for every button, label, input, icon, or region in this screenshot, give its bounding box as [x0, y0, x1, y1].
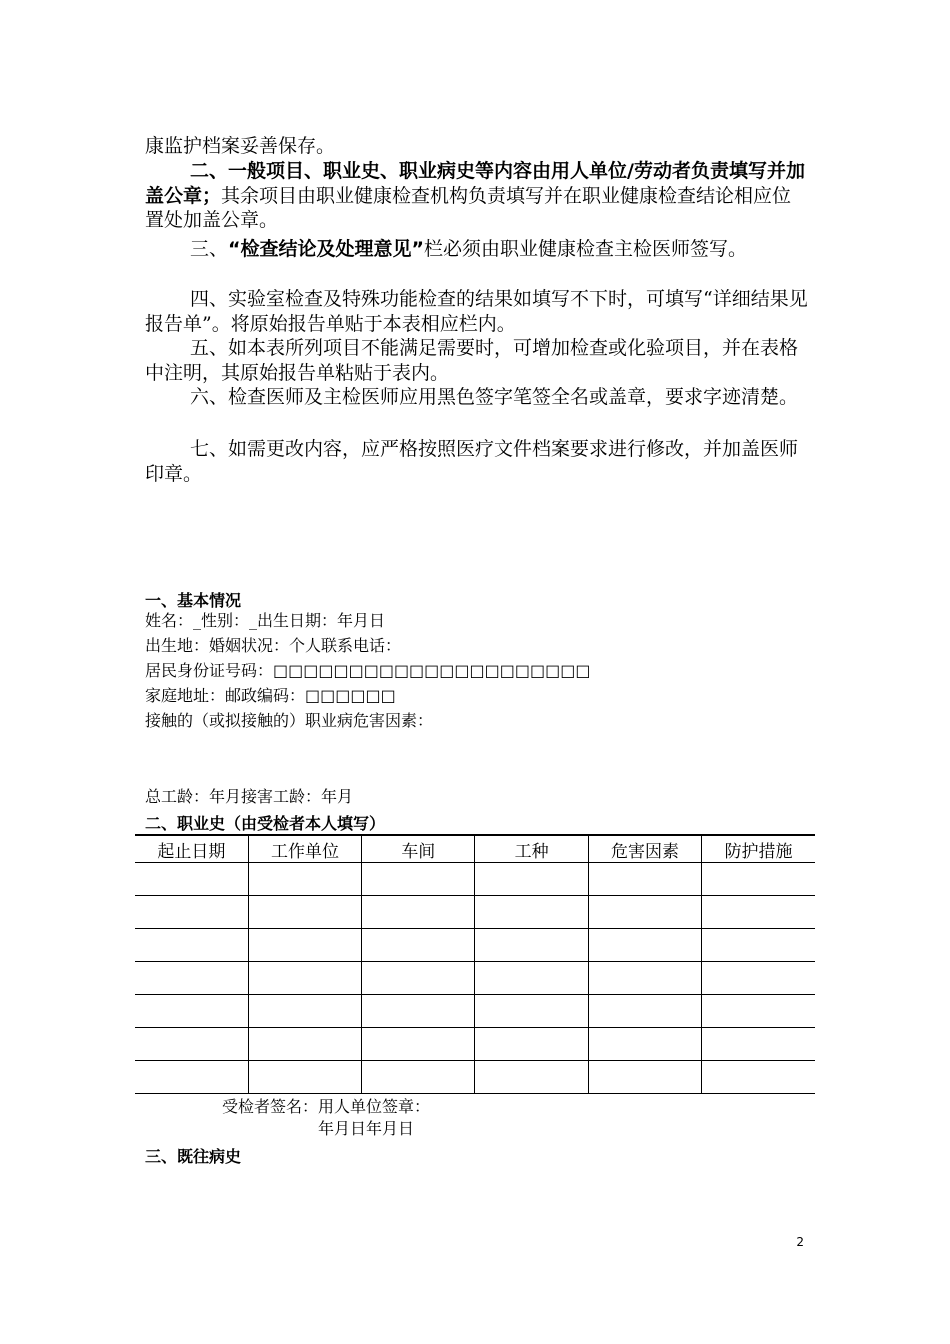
- table-cell[interactable]: [702, 1028, 815, 1061]
- instruction-item-5: 五、如本表所列项目不能满足需要时，可增加检查或化验项目，并在表格中注明，其原始报告单粘贴于表内。: [145, 337, 799, 384]
- table-cell[interactable]: [475, 1061, 588, 1094]
- table-cell[interactable]: [475, 995, 588, 1028]
- table-cell[interactable]: [362, 962, 475, 995]
- section-past-history-heading: 三、既往病史: [145, 1147, 242, 1166]
- table-cell[interactable]: [588, 896, 701, 929]
- table-cell[interactable]: [362, 995, 475, 1028]
- instruction-item-3-bold: “检查结论及处理意见”: [228, 238, 424, 260]
- table-cell[interactable]: [135, 863, 248, 896]
- table-cell[interactable]: [588, 995, 701, 1028]
- page-number: 2: [796, 1235, 804, 1249]
- table-cell[interactable]: [362, 896, 475, 929]
- table-cell[interactable]: [248, 863, 361, 896]
- field-seniority-line: 总工龄：年月接害工龄：年月: [145, 787, 354, 806]
- occupational-history-table: [135, 834, 815, 1094]
- table-cell[interactable]: [248, 896, 361, 929]
- table-cell[interactable]: [475, 863, 588, 896]
- instruction-item-4: 四、实验室检查及特殊功能检查的结果如填写不下时，可填写“详细结果见报告单”。将原始报告单贴于本表相应栏内。: [145, 288, 808, 335]
- table-cell[interactable]: [702, 863, 815, 896]
- table-row: [135, 1028, 815, 1061]
- section-history-heading: 二、职业史（由受检者本人填写）: [145, 814, 386, 833]
- table-cell[interactable]: [135, 896, 248, 929]
- table-cell[interactable]: [362, 1028, 475, 1061]
- instruction-item-6: 六、检查医师及主检医师应用黑色签字笔签全名或盖章，要求字迹清楚。: [190, 386, 799, 408]
- column-header: 工种: [475, 835, 588, 863]
- table-cell[interactable]: [362, 863, 475, 896]
- field-address-line: 家庭地址：邮政编码：□□□□□□: [145, 686, 396, 705]
- table-cell[interactable]: [135, 1028, 248, 1061]
- section-basic-heading: 一、基本情况: [145, 591, 242, 610]
- table-row: [135, 896, 815, 929]
- instruction-item-2: [145, 159, 810, 233]
- table-cell[interactable]: [248, 1028, 361, 1061]
- table-cell[interactable]: [475, 929, 588, 962]
- table-cell[interactable]: [702, 962, 815, 995]
- instruction-item-2-text: 其余项目由职业健康检查机构负责填写并在职业健康检查结论相应位置处加盖公章。: [145, 184, 792, 231]
- field-id-line: 居民身份证号码：□□□□□□□□□□□□□□□□□□□□□: [145, 661, 591, 680]
- instruction-item-2-bold: 二、一般项目、职业史、职业病史等内容由用人单位/劳动者负责填写并加盖公章；: [145, 160, 805, 207]
- table-header-row: [135, 835, 815, 863]
- field-hazard-line: 接触的（或拟接触的）职业病危害因素：: [145, 711, 434, 730]
- table-cell[interactable]: [702, 995, 815, 1028]
- table-row: [135, 863, 815, 896]
- column-header: 防护措施: [702, 835, 815, 863]
- table-cell[interactable]: [588, 1061, 701, 1094]
- field-birthplace-line: 出生地：婚姻状况：个人联系电话：: [145, 636, 402, 655]
- instruction-item-7: 七、如需更改内容，应严格按照医疗文件档案要求进行修改，并加盖医师印章。: [145, 438, 799, 485]
- table-cell[interactable]: [135, 962, 248, 995]
- table-cell[interactable]: [588, 1028, 701, 1061]
- table-row: [135, 929, 815, 962]
- table-row: [135, 995, 815, 1028]
- table-cell[interactable]: [588, 863, 701, 896]
- table-cell[interactable]: [362, 929, 475, 962]
- table-cell[interactable]: [362, 1061, 475, 1094]
- table-cell[interactable]: [702, 1061, 815, 1094]
- table-cell[interactable]: [702, 929, 815, 962]
- instruction-item-3: 三、“检查结论及处理意见”栏必须由职业健康检查主检医师签写。: [190, 238, 748, 260]
- table-cell[interactable]: [135, 995, 248, 1028]
- signature-line: 受检者签名：用人单位签章：: [222, 1097, 431, 1116]
- table-cell[interactable]: [248, 962, 361, 995]
- column-header: 起止日期: [135, 835, 248, 863]
- field-name-line: 姓名：_性别：_出生日期：年月日: [145, 611, 386, 630]
- table-cell[interactable]: [135, 929, 248, 962]
- table-cell[interactable]: [248, 995, 361, 1028]
- column-header: 车间: [362, 835, 475, 863]
- table-cell[interactable]: [248, 1061, 361, 1094]
- table-cell[interactable]: [475, 1028, 588, 1061]
- table-row: [135, 1061, 815, 1094]
- table-row: [135, 962, 815, 995]
- table-cell[interactable]: [588, 962, 701, 995]
- table-cell[interactable]: [588, 929, 701, 962]
- table-cell[interactable]: [248, 929, 361, 962]
- instruction-line-1: 康监护档案妥善保存。: [145, 135, 336, 157]
- table-cell[interactable]: [475, 962, 588, 995]
- table-cell[interactable]: [135, 1061, 248, 1094]
- signature-date-line: 年月日年月日: [318, 1119, 415, 1138]
- column-header: 工作单位: [248, 835, 361, 863]
- column-header: 危害因素: [588, 835, 701, 863]
- table-cell[interactable]: [702, 896, 815, 929]
- table-cell[interactable]: [475, 896, 588, 929]
- table-body: [135, 863, 815, 1094]
